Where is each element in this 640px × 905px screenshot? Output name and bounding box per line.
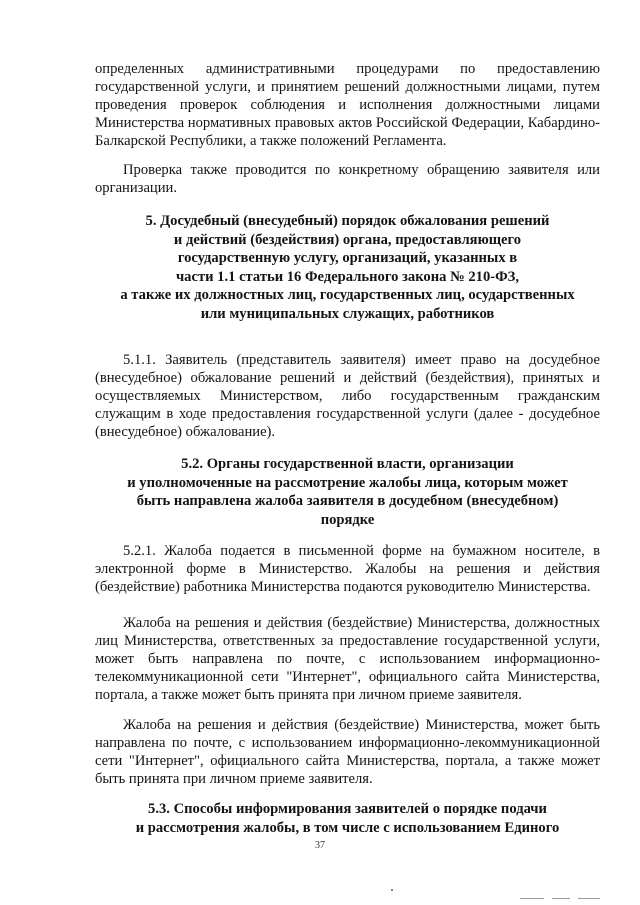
section-heading: 5.2. Органы государственной власти, организации и уполномоченные на рассмотрение жалобы лица, которым может быть направлена жалоба заявителя в досудебном (внесудебном) порядке — [127, 456, 568, 528]
paragraph-check — [95, 161, 600, 197]
paragraph-complaint-2 — [95, 716, 600, 788]
section-5-2-heading — [95, 455, 600, 529]
paragraph-text: Проверка также проводится по конкретному обращению заявителя или организации. — [95, 162, 600, 196]
scan-edge-mark — [552, 898, 570, 899]
paragraph-5-2-1 — [95, 542, 600, 596]
paragraph-text: 5.2.1. Жалоба подается в письменной форме на бумажном носителе, в электронной форме в Министерство. Жалобы на решения и действия (бездействие) работника Министерства подаются руководителю Министерства. — [95, 543, 600, 595]
paragraph-text: Жалоба на решения и действия (бездействие) Министерства, может быть направлена по почте, с использованием информационно-лекоммуникационной сети "Интернет", официального сайта Министерства, портала, а также может быть принята при личном приеме заявителя. — [95, 717, 600, 787]
section-heading: 5.3. Способы информирования заявителей о порядке подачи и рассмотрения жалобы, в том числе с использованием Единого — [135, 801, 560, 836]
section-5-3-heading — [95, 800, 600, 837]
paragraph-text: определенных административными процедурами по предоставлению государственной услуги, и принятием решений должностными лицами, путем проведения проверок соблюдения и исполнения должностными лицами Министерства нормативных правовых актов Российской Федерации, Кабардино-Балкарской Республики, а также положений Регламента. — [95, 61, 600, 149]
scan-speck — [391, 889, 393, 891]
paragraph-text: Жалоба на решения и действия (бездействие) Министерства, должностных лиц Министерства, ответственных за предоставление государственной услуги, может быть направлена по почте, с использованием информационно-телекоммуникационной сети "Интернет", официального сайта Министерства, портала, а также может быть принята при личном приеме заявителя. — [95, 615, 600, 703]
scan-edge-mark — [578, 898, 600, 899]
section-heading: 5. Досудебный (внесудебный) порядок обжалования решений и действий (бездействия) органа, предоставляющего государственную услугу, организаций, указанных в части 1.1 статьи 16 Федерального закона № 210-ФЗ, а также их должностных лиц, государственных лиц, осударственных или муниципальных служащих, работников — [120, 213, 575, 322]
paragraph-control-continued — [95, 60, 600, 150]
section-5-heading — [95, 212, 600, 324]
paragraph-text: 5.1.1. Заявитель (представитель заявителя) имеет право на досудебное (внесудебное) обжалование решений и действий (бездействия), принятых и осуществляемых Министерством, либо государственным гражданским служащим в ходе предоставления государственной услуги (далее - досудебное (внесудебное) обжалование). — [95, 352, 600, 440]
paragraph-5-1-1 — [95, 351, 600, 441]
paragraph-complaint-1 — [95, 614, 600, 704]
scan-edge-mark — [520, 898, 544, 899]
page-number: 37 — [315, 840, 325, 851]
